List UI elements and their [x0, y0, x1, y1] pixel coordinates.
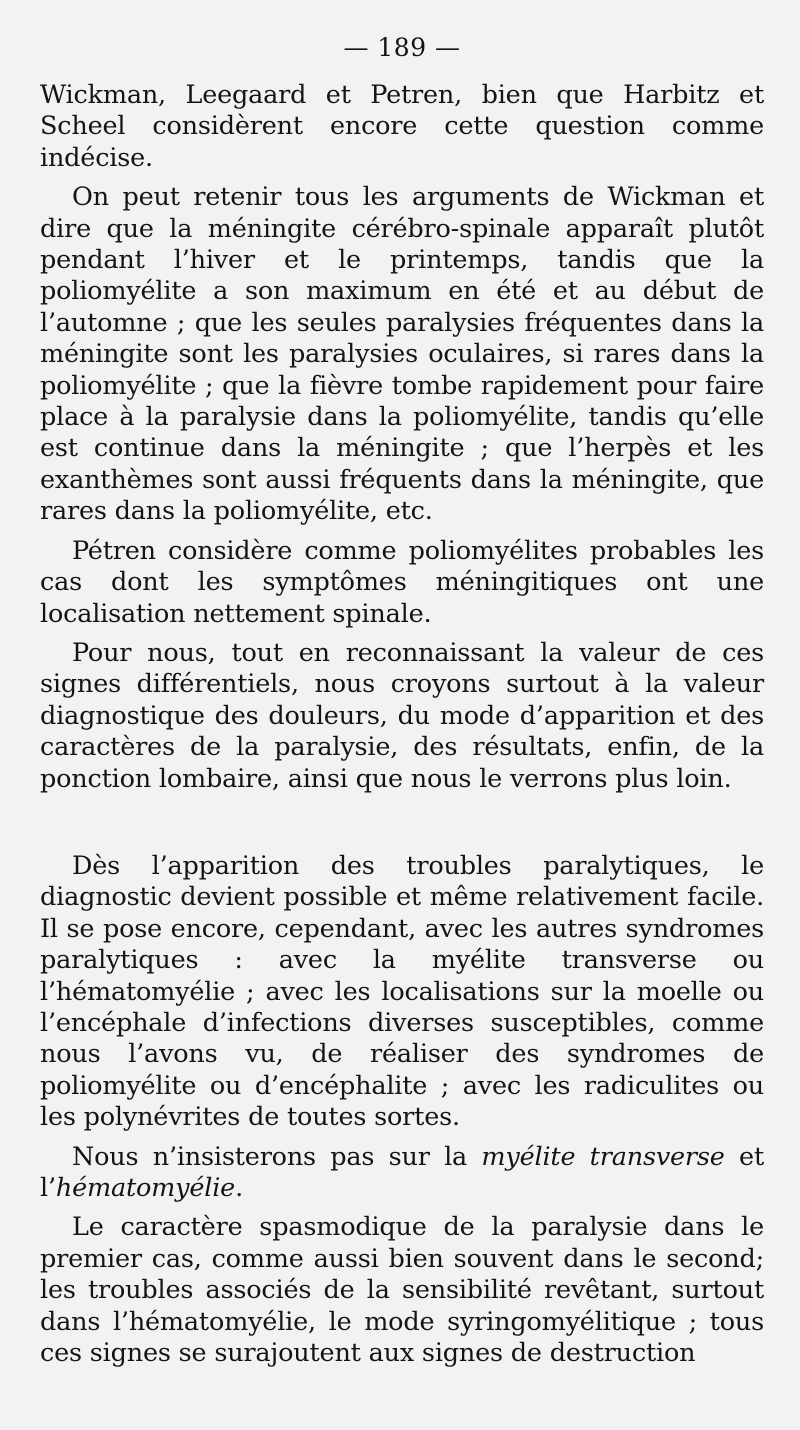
paragraph-2: On peut retenir tous les arguments de Wickman et dire que la méningite cérébro-spinale apparaît plutôt pendant l’hiver et le printemps, tandis que la poliomyélite a son maximum en été et au début de l’automne ; que les seules paralysies fréquentes dans la méningite sont les paralysies oculaires, si rares dans la poliomyélite ; que la fièvre tombe rapidement pour faire place à la paralysie dans la poliomyélite, tandis qu’elle est continue dans la méningite ; que l’herpès et les exanthèmes sont aussi fréquents dans la méningite, que rares dans la poliomyélite, etc.	[40, 182, 764, 527]
paragraph-7: Le caractère spasmodique de la paralysie dans le premier cas, comme aussi bien souvent dans le second; les troubles associés de la sensibilité revêtant, surtout dans l’hématomyélie, le mode syringomyélitique ; tous ces signes se surajoutent aux signes de destruction	[40, 1212, 764, 1369]
page-number: — 189 —	[343, 33, 461, 62]
paragraph-1: Wickman, Leegaard et Petren, bien que Harbitz et Scheel considèrent encore cette question comme indécise.	[40, 80, 764, 173]
emphasis-myelite-transverse: myélite transverse	[481, 1141, 725, 1172]
paragraph-6	[40, 1142, 764, 1205]
paragraph-6-after: .	[235, 1173, 243, 1203]
paragraph-6-middle: et l’	[40, 1141, 764, 1203]
paragraph-6-before: Nous n’insisterons pas sur la	[72, 1141, 482, 1172]
paragraph-4: Pour nous, tout en reconnaissant la valeur de ces signes différentiels, nous croyons surtout à la valeur diagnostique des douleurs, du mode d’apparition et des caractères de la paralysie, des résultats, enfin, de la ponction lombaire, ainsi que nous le verrons plus loin.	[40, 637, 764, 794]
paragraph-5: Dès l’apparition des troubles paralytiques, le diagnostic devient possible et même relativement facile. Il se pose encore, cependant, avec les autres syndromes paralytiques : avec la myélite transverse ou l’hématomyélie ; avec les localisations sur la moelle ou l’encéphale d’infections diverses susceptibles, comme nous l’avons vu, de réaliser des syndromes de poliomyélite ou d’encéphalite ; avec les radiculites ou les polynévrites de toutes sortes.	[40, 850, 764, 1133]
emphasis-hematomyelie: hématomyélie	[55, 1173, 236, 1203]
paragraph-3: Pétren considère comme poliomyélites probables les cas dont les symptômes méningitiques ont une localisation nettement spinale.	[40, 535, 764, 629]
